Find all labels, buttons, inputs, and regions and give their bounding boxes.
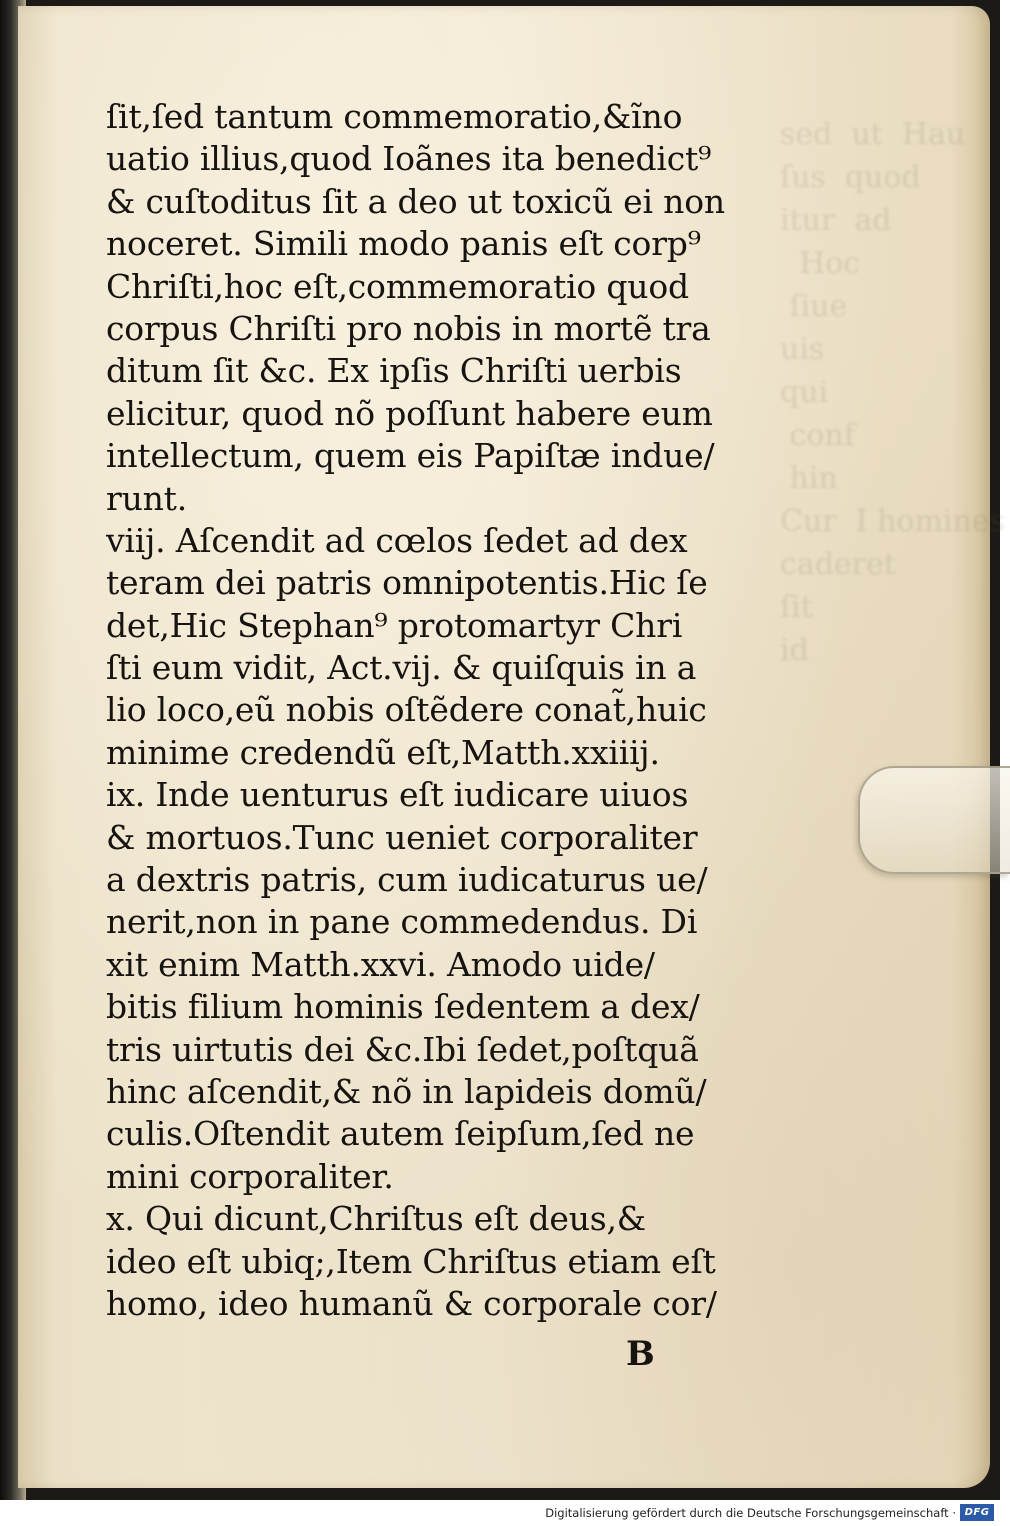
text-line: a dextris patris, cum iudicaturus ue/: [106, 860, 708, 900]
text-line: ix. Inde uenturus eſt iudicare uiuos: [106, 775, 689, 815]
text-line: nerit,non in pane commedendus. Di: [106, 902, 698, 942]
text-line: bitis filium hominis ſedentem a dex/: [106, 987, 700, 1027]
text-line: mini corporaliter.: [106, 1156, 394, 1196]
text-line: teram dei patris omnipotentis.Hic ſe: [106, 563, 708, 603]
text-line: tris uirtutis dei &c.Ibi ſedet,poſtquã: [106, 1029, 699, 1069]
page-tab-clip: [858, 766, 1010, 874]
digitization-credit: Digitalisierung gefördert durch die Deutsche Forschungsgemeinschaft ·: [545, 1506, 956, 1520]
text-line: lio loco,eũ nobis oſtẽdere conat̃,huic: [106, 690, 707, 730]
text-line: Chriſti,hoc eſt,commemoratio quod: [106, 266, 689, 306]
text-line: uatio illius,quod Ioãnes ita benedict⁹: [106, 139, 712, 179]
text-line: viij. Aſcendit ad cœlos ſedet ad dex: [106, 520, 688, 560]
text-line: runt.: [106, 478, 188, 518]
text-line: ideo eſt ubiq;,Item Chriſtus etiam eſt: [106, 1241, 716, 1281]
text-line: ditum ſit &c. Ex ipſis Chriſti uerbis: [106, 351, 682, 391]
text-line: noceret. Simili modo panis eſt corp⁹: [106, 224, 701, 264]
text-line: homo, ideo humanũ & corporale cor/: [106, 1283, 717, 1323]
text-line: corpus Chriſti pro nobis in mortẽ tra: [106, 308, 711, 348]
text-line: intellectum, quem eis Papiſtæ indue/: [106, 436, 715, 476]
footer-bar: [0, 1500, 1000, 1526]
text-line: ſti eum vidit, Act.vij. & quiſquis in a: [106, 648, 697, 688]
text-line: xit enim Matth.xxvi. Amodo uide/: [106, 944, 655, 984]
text-line: & mortuos.Tunc ueniet corporaliter: [106, 817, 698, 857]
signature-mark: B: [626, 1334, 655, 1374]
text-line: minime credendũ eſt,Matth.xxiiij.: [106, 732, 660, 772]
text-line: culis.Oſtendit autem ſeipſum,ſed ne: [106, 1114, 695, 1154]
text-line: & cuſtoditus ſit a deo ut toxicũ ei non: [106, 181, 725, 221]
text-line: elicitur, quod nõ poſſunt habere eum: [106, 393, 713, 433]
text-line: x. Qui dicunt,Chriſtus eſt deus,&: [106, 1199, 646, 1239]
bleed-through-text: sed ut Hau ſus quod itur ad Hoc ſiue uis qui conf hin Cur I homines caderet ſit id: [780, 117, 1005, 668]
text-line: ſit,ſed tantum commemoratio,&ĩno: [106, 97, 683, 136]
text-line: det,Hic Stephan⁹ protomartyr Chri: [106, 605, 683, 645]
text-line: hinc aſcendit,& nõ in lapideis domũ/: [106, 1071, 707, 1111]
dfg-logo-icon: DFG: [960, 1504, 994, 1521]
body-text: [106, 96, 786, 1325]
